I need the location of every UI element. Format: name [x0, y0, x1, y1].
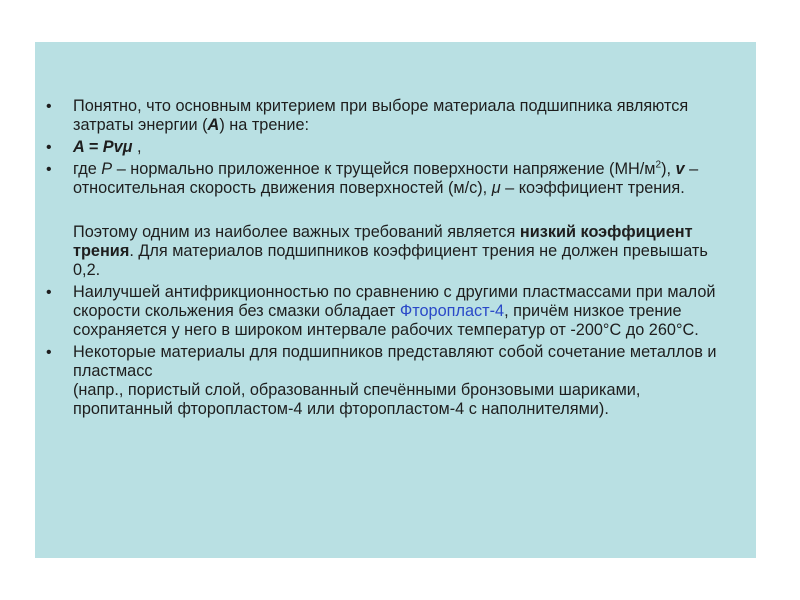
bullet-composite-materials: [35, 343, 756, 419]
p3-symbol-p: P: [101, 160, 113, 178]
p4-text-after: . Для материалов подшипников коэффициент трения не должен превышать 0,2.: [73, 242, 708, 279]
spacer: [35, 201, 756, 223]
p1-text-before: Понятно, что основным критерием при выборе материала подшипника являются затраты энергии (: [73, 97, 689, 134]
p1-text-after: ) на трение:: [219, 116, 310, 134]
bullet-energy-criterion: [35, 97, 756, 135]
p5-text-after: , причём низкое трение сохраняется у него в широком интервале рабочих температур от -200°С до 260°С.: [73, 302, 699, 339]
p5-text-before: Наилучшей антифрикционностью по сравнению с другими пластмассами при малой скорости скольжения без смазки обладает: [73, 283, 716, 320]
p1-symbol-a: A: [207, 116, 220, 134]
bullet-formula: [35, 138, 756, 157]
p3-superscript: 2: [655, 159, 662, 171]
slide-panel: [35, 42, 756, 558]
p4-text-before: Поэтому одним из наиболее важных требований является: [73, 223, 520, 241]
formula-suffix: ,: [132, 138, 142, 156]
p3-symbol-v: v: [675, 160, 685, 178]
p6-line2: (напр., пористый слой, образованный спечёнными бронзовыми шариками, пропитанный фторопластом-4 или фторопластом-4 с наполнителями).: [73, 381, 641, 418]
p3-symbol-mu: μ: [491, 179, 501, 197]
p4-bold-phrase: низкий коэффициент трения: [73, 223, 693, 260]
bullet-ptfe: [35, 283, 756, 340]
p3-t2: – нормально приложенное к трущейся поверхности напряжение (МН/м: [112, 160, 656, 178]
p3-t3: ),: [661, 160, 676, 178]
p3-t4: – относительная скорость движения поверхностей (м/с),: [73, 160, 699, 197]
formula: A = Pvμ: [73, 138, 133, 156]
slide-content: [35, 97, 756, 422]
p3-t1: где: [73, 160, 102, 178]
ptfe-link[interactable]: Фторопласт-4: [399, 302, 505, 320]
bullet-definitions: [35, 160, 756, 198]
p3-t5: – коэффициент трения.: [500, 179, 685, 197]
p6-line1: • Некоторые материалы для подшипников представляют собой сочетание металлов и пластмасс: [73, 343, 717, 380]
paragraph-low-friction: [35, 223, 756, 280]
